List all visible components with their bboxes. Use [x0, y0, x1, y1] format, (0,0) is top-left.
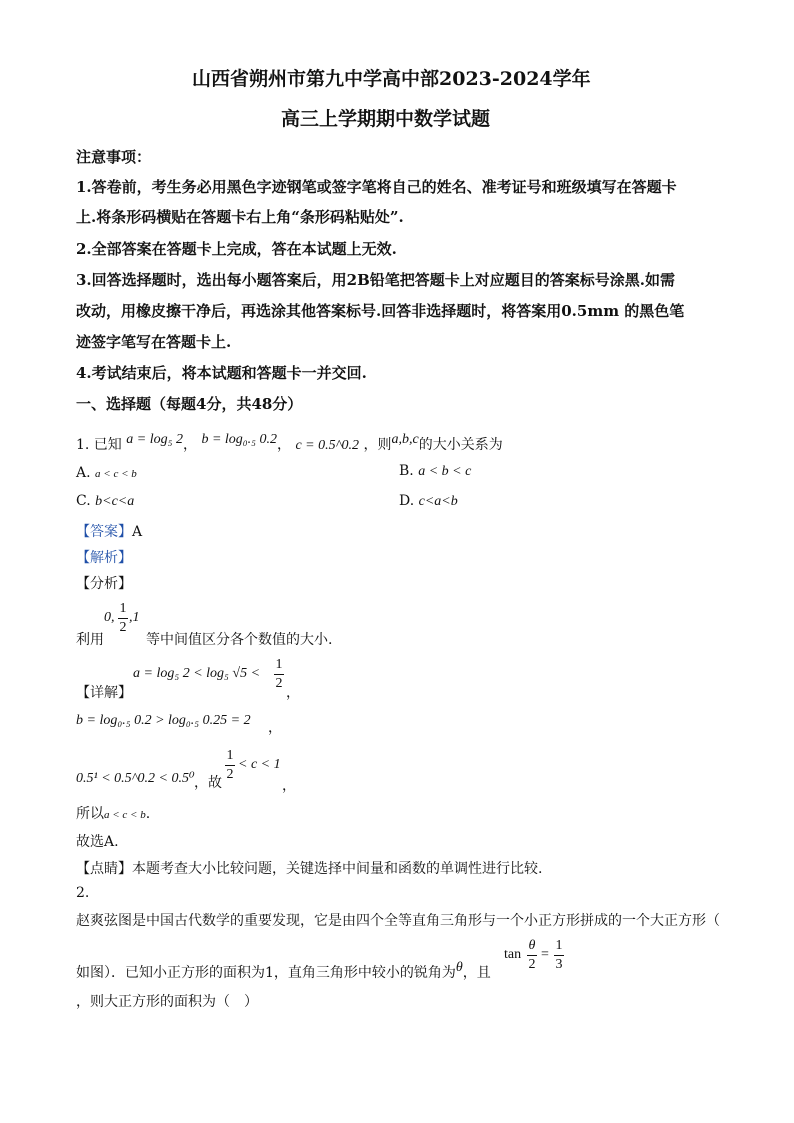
fenxi-frac-half: [118, 601, 128, 636]
option-c-label: C.: [76, 493, 91, 509]
title-line-2: 高三上学期期中数学试题: [281, 108, 491, 130]
answer-value: A: [132, 524, 143, 540]
xj-so: 所以a < c < b.: [76, 806, 151, 822]
q2-line-3: ，则大正方形的面积为（ ）: [76, 994, 258, 1010]
option-b-label: B.: [399, 463, 414, 479]
option-d-text: c<a<b: [418, 494, 458, 509]
notice-3b: 改动，用橡皮擦干净后，再选涂其他答案标号.回答非选择题时，将答案用0.5mm 的黑色笔: [76, 302, 685, 320]
q1-abc: a,b,c: [391, 432, 419, 447]
xj-gu: ，故: [194, 775, 222, 791]
xj-comma-2: ，: [268, 720, 282, 736]
title-line-1: 山西省朔州市第九中学高中部2023-2024学年: [192, 68, 591, 90]
xj-line-1: a = log₅ 2 < log₅ √5 <: [133, 666, 261, 681]
notice-3a: 3.回答选择题时，选出每小题答案后，用2B铅笔把答题卡上对应题目的答案标号涂黑.如需: [76, 271, 676, 289]
q1-option-d: [399, 493, 458, 510]
q2-line-2-text: 如图）．已知小正方形的面积为1，直角三角形中较小的锐角为: [76, 965, 456, 981]
notice-1b: 上.将条形码横贴在答题卡右上角“条形码粘贴处”.: [76, 208, 404, 226]
fenxi-vals-post: ,1: [129, 610, 140, 625]
option-d-label: D.: [399, 493, 415, 509]
xj-frac-half-2: [225, 748, 235, 783]
q2-theta: θ: [455, 960, 463, 975]
q2-line-1: 赵爽弦图是中国古代数学的重要发现，它是由四个全等直角三角形与一个小正方形拼成的一个大正方形（: [76, 913, 720, 929]
q2-tan-frac: [527, 938, 537, 973]
q2-line-2: [76, 962, 491, 982]
frac-num: θ: [528, 938, 536, 953]
fenxi-vals-pre: 0,: [104, 610, 115, 625]
xj-ineq-mid: < c < 1: [238, 757, 281, 772]
q1-option-b: [399, 463, 471, 480]
frac-num: 1: [119, 601, 127, 616]
xj-frac-half: [274, 657, 284, 692]
q1-answer: [76, 521, 142, 541]
frac-num: 1: [226, 748, 234, 763]
xj-comma-3: ，: [282, 778, 296, 794]
q2-number: 2.: [76, 885, 90, 901]
fenxi-tag: 【分析】: [76, 576, 132, 592]
xiangjie-tag: 【详解】: [76, 685, 132, 701]
frac-den: 2: [275, 676, 283, 691]
answer-tag: 【答案】: [76, 524, 132, 540]
frac-num: 1: [555, 938, 563, 953]
option-b-text: a < b < c: [418, 464, 472, 479]
xj-so-expr: a < c < b: [104, 809, 146, 821]
q1-option-c: [76, 493, 134, 510]
frac-den: 2: [226, 767, 234, 782]
q1-then: ，则: [363, 437, 392, 453]
q1-c-expr: c = 0.5^0.2: [295, 438, 360, 453]
q1-prefix: 1. 已知: [76, 437, 122, 453]
option-c-text: b<c<a: [95, 494, 135, 509]
frac-den: 2: [528, 957, 536, 972]
frac-num: 1: [275, 657, 283, 672]
xj-comma-1: ，: [286, 685, 300, 701]
q1-stem: 1. 已知 a = log₅ 2， b = log₀.₅ 0.2， c = 0.5^0.2 ，则a,b,c的大小关系为: [76, 432, 503, 453]
q1-dianjing: [76, 858, 542, 878]
notice-1a: 1.答卷前，考生务必用黑色字迹钢笔或签字笔将自己的姓名、准考证号和班级填写在答题卡: [76, 178, 677, 196]
frac-den: 3: [555, 957, 563, 972]
q2-tan: tan: [504, 947, 522, 962]
q1-choose: 故选A.: [76, 834, 119, 850]
q1-option-a: [76, 465, 137, 481]
dianjing-text: 本题考查大小比较问题，关键选择中间量和函数的单调性进行比较.: [132, 861, 543, 877]
q1-a-expr: a = log₅ 2: [126, 432, 183, 447]
section-1-heading: 一、选择题（每题4分，共48分）: [76, 395, 303, 413]
q2-and: ，且: [462, 965, 491, 981]
option-a-label: A.: [76, 465, 91, 481]
notice-3c: 迹签字笔写在答题卡上.: [76, 333, 232, 351]
q1-b-expr: b = log₀.₅ 0.2: [201, 432, 278, 447]
fenxi-rest: 等中间值区分各个数值的大小.: [146, 632, 333, 648]
q2-rhs-frac: [554, 938, 564, 973]
jiexi-tag: 【解析】: [76, 550, 132, 566]
option-a-text: a < c < b: [95, 468, 137, 480]
xj-line-2: b = log₀.₅ 0.2 > log₀.₅ 0.25 = 2: [76, 713, 251, 728]
notice-4: 4.考试结束后，将本试题和答题卡一并交回.: [76, 364, 367, 382]
frac-den: 2: [119, 620, 127, 635]
q2-tan-eq: =: [541, 947, 549, 962]
notice-2: 2.全部答案在答题卡上完成，答在本试题上无效.: [76, 240, 397, 258]
xj-line-3: 0.5¹ < 0.5^0.2 < 0.5⁰: [76, 771, 195, 786]
xj-so-pre: 所以: [76, 806, 104, 822]
dianjing-tag: 【点睛】: [76, 861, 132, 877]
q1-suffix: 的大小关系为: [418, 437, 503, 453]
fenxi-use: 利用: [76, 632, 104, 648]
notice-heading: 注意事项：: [76, 148, 152, 166]
